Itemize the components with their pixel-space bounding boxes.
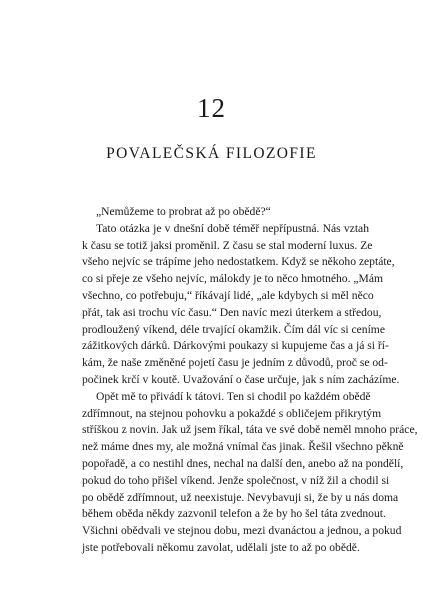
text-line: jste potřebovali někomu zavolat, udělali jste to až po obědě. <box>82 540 360 554</box>
text-line: počinek krčí v koutě. Uvažování o čase určuje, jak s ním zacházíme. <box>82 372 400 386</box>
chapter-title: POVALEČSKÁ FILOZOFIE <box>106 145 317 162</box>
text-line: zdřímnout, na stejnou pohovku a pokaždé s obličejem přikrytým <box>82 406 382 420</box>
text-line: prodloužený víkend, déle trvající okamžik. Čím dál víc si ceníme <box>82 322 385 336</box>
text-line: popořadě, a co nestihl dnes, nechal na další den, anebo až na pondělí, <box>82 456 404 470</box>
text-line: k času se totiž jaksi proměnil. Z času se stal moderní luxus. Ze <box>82 238 373 252</box>
text-line: všechno, co potřebuju,“ říkávají lidé, „ale kdybych si měl něco <box>82 288 374 302</box>
chapter-number: 12 <box>197 93 226 123</box>
text-line: všeho nejvíc se trápíme jeho nedostatkem. Když se někoho zeptáte, <box>82 255 395 269</box>
chapter-body <box>82 204 418 557</box>
text-line: Tato otázka je v dnešní době téměř nepřípustná. Nás vztah <box>96 221 369 235</box>
text-line: co si přeje ze všeho nejvíc, málokdy je to něco hmotného. „Mám <box>82 272 384 286</box>
text-line: po obědě zdřímnout, už neexistuje. Nevybavuji si, že by u nás doma <box>82 490 399 504</box>
text-line: zážitkových dárků. Dárkovými poukazy si kupujeme čas a já si ří- <box>82 339 389 353</box>
text-line: přát, tak asi trochu víc času.“ Den navíc mezi úterkem a středou, <box>82 305 382 319</box>
text-line: Všichni obědvali ve stejnou dobu, mezi dvanáctou a jednou, a pokud <box>82 524 402 538</box>
text-line: během oběda někdy zazvonil telefon a že by ho šel táta zvednout. <box>82 507 386 521</box>
text-line: pokud do toho přišel víkend. Jenže společnost, v níž žil a chodil si <box>82 473 390 487</box>
text-line: stříškou z novin. Jak už jsem říkal, táta ve své době neměl mnoho práce, <box>82 423 418 437</box>
text-line: kám, že naše změněné pojetí času je jedním z důvodů, proč se od- <box>82 356 388 370</box>
text-line: Opět mě to přivádí k tátovi. Ten si chodil po každém obědě <box>96 389 371 403</box>
text-line: než máme dnes my, ale možná vnímal čas jinak. Řešil všechno pěkně <box>82 440 404 454</box>
text-line: „Nemůžeme to probrat až po obědě?“ <box>96 205 271 218</box>
